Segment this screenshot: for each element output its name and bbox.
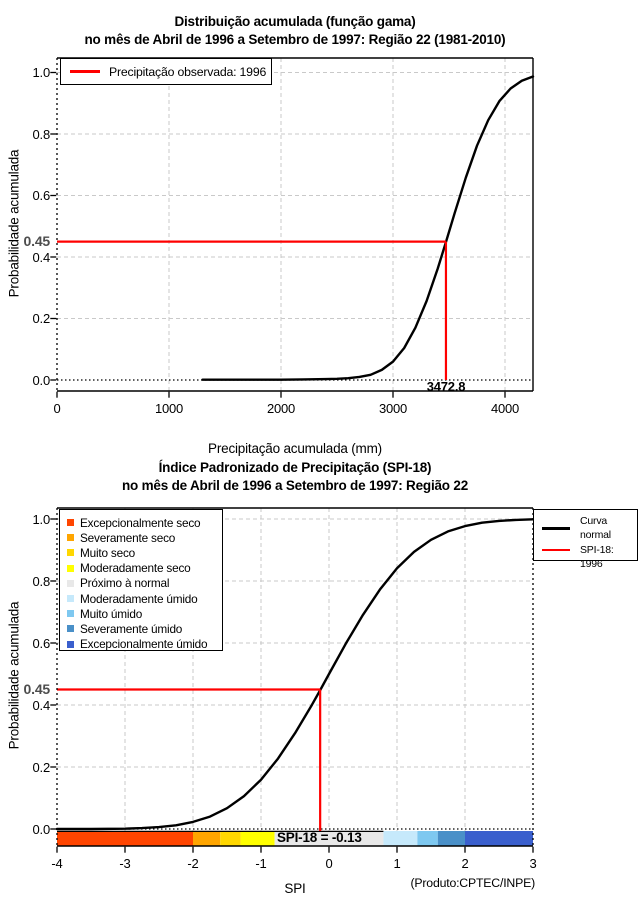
x-tick-label: -1 xyxy=(255,856,267,871)
y-tick-label: 0.4 xyxy=(32,697,50,713)
spi-value-label: SPI-18 = -0.13 xyxy=(277,830,362,845)
black-line-sample xyxy=(542,527,570,530)
legend-item xyxy=(67,637,222,652)
x-tick-label: 1000 xyxy=(154,401,184,416)
y-tick-label: 0.2 xyxy=(32,311,50,326)
x-tick-label: -3 xyxy=(119,856,131,871)
category-color-swatch xyxy=(67,549,74,556)
chart2-probability-threshold-label: 0.45 xyxy=(23,681,50,697)
legend-item xyxy=(67,545,222,560)
chart2-line-legend xyxy=(533,509,638,570)
product-footnote: (Produto:CPTEC/INPE) xyxy=(410,876,535,890)
legend-item-label: Moderadamente seco xyxy=(80,561,191,576)
x-tick-label: 2000 xyxy=(266,401,296,416)
spi-category-bar-segment xyxy=(438,831,465,846)
category-color-swatch xyxy=(67,565,74,572)
y-tick-label: 0.6 xyxy=(32,635,50,651)
x-tick-label: 4000 xyxy=(490,401,520,416)
y-tick-label: 0.0 xyxy=(32,372,50,388)
curve-legend-label: Curva normal xyxy=(580,515,611,541)
y-tick-label: 0.8 xyxy=(32,126,50,142)
legend-item-label: Muito seco xyxy=(80,545,136,560)
chart2-x-axis-title: SPI xyxy=(284,881,306,896)
legend-item xyxy=(67,606,222,621)
legend-item-label: Severamente úmido xyxy=(80,621,183,636)
category-color-swatch xyxy=(67,534,74,541)
chart2-subtitle: no mês de Abril de 1996 a Setembro de 1997: Região 22 xyxy=(121,478,469,493)
x-tick-label: 1 xyxy=(393,856,401,871)
y-tick-label: 1.0 xyxy=(32,65,50,80)
chart1-x-axis-title: Precipitação acumulada (mm) xyxy=(208,441,382,456)
category-color-swatch xyxy=(67,595,74,602)
chart1-subtitle: no mês de Abril de 1996 a Setembro de 1997: Região 22 (1981-2010) xyxy=(84,32,506,47)
red-line-sample xyxy=(542,549,570,551)
spi-category-bar-segment xyxy=(417,831,437,846)
chart2-title: Índice Padronizado de Precipitação (SPI-18) xyxy=(158,460,432,475)
chart1-legend xyxy=(60,58,272,85)
x-tick-label: 3000 xyxy=(378,401,408,416)
category-color-swatch xyxy=(67,519,74,526)
spi-category-bar-segment xyxy=(383,831,417,846)
legend-item xyxy=(67,561,222,576)
chart1-title: Distribuição acumulada (função gama) xyxy=(174,14,416,29)
chart2-y-axis-title: Probabilidade acumulada xyxy=(6,601,22,750)
y-tick-label: 0.8 xyxy=(32,573,50,589)
spi-category-legend xyxy=(59,509,223,651)
chart1-observed-value-label: 3472.8 xyxy=(426,379,466,394)
legend-item-label: Muito úmido xyxy=(80,606,143,621)
legend-item-label: Próximo à normal xyxy=(80,576,170,591)
legend-item-label: Severamente seco xyxy=(80,530,176,545)
category-color-swatch xyxy=(67,610,74,617)
spi-category-bar-segment xyxy=(465,831,533,846)
y-tick-label: 0.0 xyxy=(32,821,50,837)
x-tick-label: -4 xyxy=(51,856,63,871)
chart1-y-axis-title: Probabilidade acumulada xyxy=(6,149,22,298)
legend-item-label: Excepcionalmente seco xyxy=(80,515,201,530)
x-tick-label: 3 xyxy=(529,856,537,871)
x-tick-label: 0 xyxy=(53,401,61,416)
legend-item xyxy=(67,621,222,636)
legend-item-label: Excepcionalmente úmido xyxy=(80,637,208,652)
spi-category-bar-segment xyxy=(57,831,193,846)
y-tick-label: 0.6 xyxy=(32,188,50,203)
legend-item xyxy=(67,515,222,530)
y-tick-label: 0.4 xyxy=(32,249,50,265)
spi-category-bar-segment xyxy=(220,831,240,846)
gamma-cdf-curve xyxy=(203,77,533,380)
category-color-swatch xyxy=(67,625,74,632)
category-color-swatch xyxy=(67,641,74,648)
y-tick-label: 1.0 xyxy=(32,511,50,527)
legend-item xyxy=(67,576,222,591)
spi-category-bar-segment xyxy=(193,831,220,846)
chart1-probability-threshold-label: 0.45 xyxy=(23,233,50,249)
x-tick-label: 0 xyxy=(325,856,333,871)
x-tick-label: 2 xyxy=(461,856,469,871)
spi-category-bar-segment xyxy=(241,831,275,846)
category-color-swatch xyxy=(67,580,74,587)
legend-item-label: Moderadamente úmido xyxy=(80,591,198,606)
x-tick-label: -2 xyxy=(187,856,199,871)
chart1-legend-label: Precipitação observada: 1996 xyxy=(109,64,267,79)
legend-item xyxy=(67,591,222,606)
y-tick-label: 0.2 xyxy=(32,759,50,775)
red-line-sample xyxy=(70,70,100,72)
legend-item xyxy=(67,530,222,545)
spi-legend-label: SPI-18: 1996 xyxy=(580,544,614,570)
